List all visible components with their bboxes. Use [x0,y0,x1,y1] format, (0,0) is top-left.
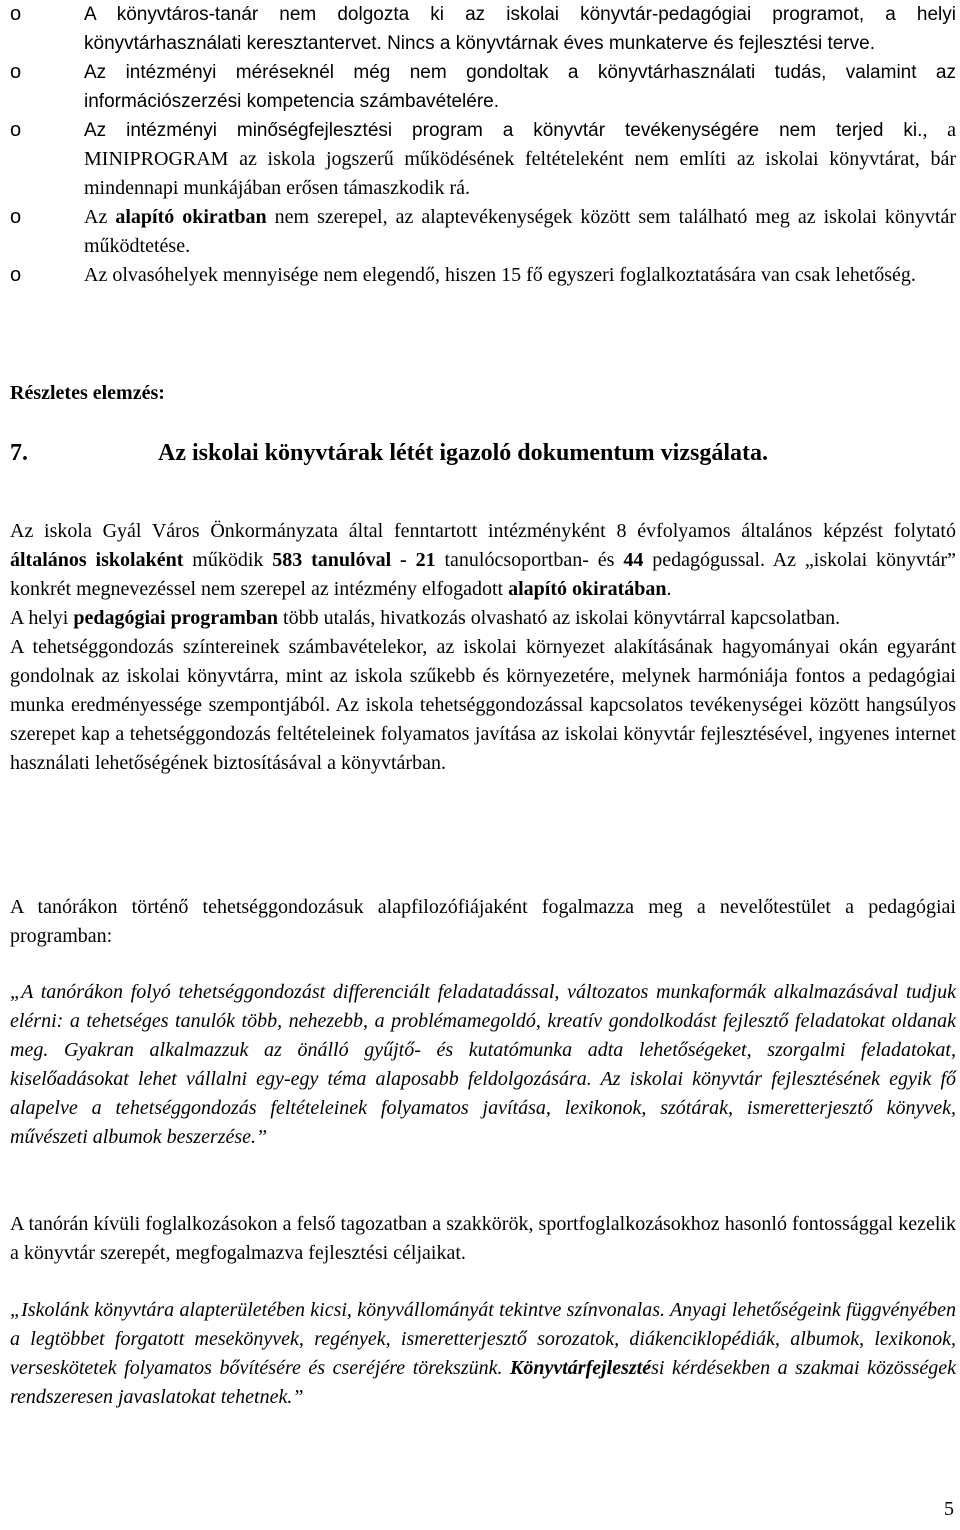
paragraph: A tanórán kívüli foglalkozásokon a felső tagozatban a szakkörök, sportfoglalkozásokhoz hasonló fontossággal kezelik a könyvtár szerepét, megfogalmazva fejlesztési céljaikat. [10,1213,956,1264]
list-item-text-continued: , a MINIPROGRAM az iskola jogszerű működésének feltételeként nem említi az iskolai könyvtárat, bár mindennapi munkájában erősen támaszkodik rá. [84,119,956,199]
text-run: Az iskola Gyál Város Önkormányzata által fenntartott intézményként 8 évfolyamos általános képzést folytató [10,520,956,542]
bullet-list [10,0,956,290]
paragraph: A tehetséggondozás színtereinek számbavételekor, az iskolai környezet alakításának hagyományai okán egyaránt gondolnak az iskolai könyvtárra, mint az iskola szűkebb és környezetére, melynek harmóniája fontos a pedagógiai munka eredményessége szempontjából. Az iskola tehetséggondozással kapcsolatos tevékenységei között hangsúlyos szerepet kap a tehetséggondozás feltételeinek folyamatos javítása az iskolai könyvtár fejlesztésével, ingyenes internet használati lehetőségének biztosításával a könyvtárban. [10,636,956,774]
bullet-marker: o [10,206,22,228]
text-run: si kérdésekben a szakmai közösségek rendszeresen javaslatokat tehetnek.” [10,1357,956,1408]
section-heading [10,440,956,467]
bold-text: általános iskolaként [10,549,184,571]
text-run: tanulócsoportban- és [435,549,624,571]
page-number: 5 [944,1498,954,1520]
bold-text: 44 [623,549,644,571]
list-item [10,203,956,261]
list-item [10,58,956,116]
list-item [10,0,956,58]
section-number: 7. [10,440,28,466]
list-item [10,261,956,290]
list-item-text: Az intézményi méréseknél még nem gondoltak a könyvtárhasználati tudás, valamint az információszerzési kompetencia számbavételére. [84,62,956,112]
list-item-text: A könyvtáros-tanár nem dolgozta ki az iskolai könyvtár-pedagógiai programot, a helyi könyvtárhasználati keresztantervet. Nincs a könyvtárnak éves munkaterve és fejlesztési terve. [84,4,956,54]
text-run: . [666,578,672,600]
bullet-marker: o [10,3,22,25]
list-item-text: Az olvasóhelyek mennyisége nem elegendő, hiszen 15 fő egyszeri foglalkoztatására van csak lehetőség. [84,264,916,286]
list-item-text: Az [84,206,116,228]
bullet-marker: o [10,264,22,286]
bold-text: alapító okiratában [508,578,667,600]
list-item-bold: alapító okiratban [115,206,267,228]
bold-text: 583 tanulóval - 21 [272,549,436,571]
bullet-marker: o [10,119,22,141]
body-section [10,893,956,951]
subheading: Részletes elemzés: [10,382,165,404]
quote-paragraph: „A tanórákon folyó tehetséggondozást differenciált feladatadással, változatos munkaformák alkalmazásával tudjuk elérni: a tehetséges tanulók több, nehezebb, a problémamegoldó, kreatív gondolkodást fejlesztő feladatokat oldanak meg. Gyakran alkalmazzuk az önálló gyűjtő- és kutatómunka adta lehetőségeket, szorgalmi feladatokat, kiselőadásokat lehet vállalni egy-egy téma alaposabb feldolgozására. Az iskolai könyvtár fejlesztésének egyik fő alapelve a tehetséggondozás feltételeinek folyamatos javítása, lexikonok, szótárak, ismeretterjesztő könyvek, művészeti albumok beszerzése.” [10,981,956,1148]
text-run: több utalás, hivatkozás olvasható az iskolai könyvtárral kapcsolatban. [278,607,841,629]
text-run: „Iskolánk könyvtára alapterületében kicsi, könyvállományát tekintve színvonalas. Anyagi lehetőségeink függvényében a legtöbbet forgatott mesekönyvek, regények, ismeretterjesztő sorozatok, diákenciklopédiák, albumok, lexikonok, verseskötetek folyamatos bővítésére és cseréjére törekszünk. [10,1299,956,1379]
bold-text: pedagógiai programban [73,607,279,629]
list-item-text: nem szerepel, az alaptevékenységek között sem található meg az iskolai könyvtár működtetése. [84,206,957,257]
text-run: pedagógussal. Az „iskolai könyvtár” konkrét megnevezéssel nem szerepel az intézmény elfogadott [10,549,956,600]
bullet-marker: o [10,61,22,83]
quote-block [10,1296,956,1412]
bold-text: Könyvtárfejleszté [510,1357,652,1379]
list-item [10,116,956,203]
list-item-text: Az intézményi minőségfejlesztési program a könyvtár tevékenységére nem terjed ki. [84,120,923,141]
paragraph [10,604,956,633]
body-section [10,1210,956,1268]
body-section [10,517,956,778]
quote-paragraph [10,1296,956,1412]
quote-block [10,978,956,1152]
paragraph [10,517,956,604]
text-run: működik [183,549,273,571]
text-run: A helyi [10,607,74,629]
section-title: Az iskolai könyvtárak létét igazoló dokumentum vizsgálata. [158,440,768,466]
paragraph: A tanórákon történő tehetséggondozásuk alapfilozófiájaként fogalmazza meg a nevelőtestület a pedagógiai programban: [10,896,956,947]
